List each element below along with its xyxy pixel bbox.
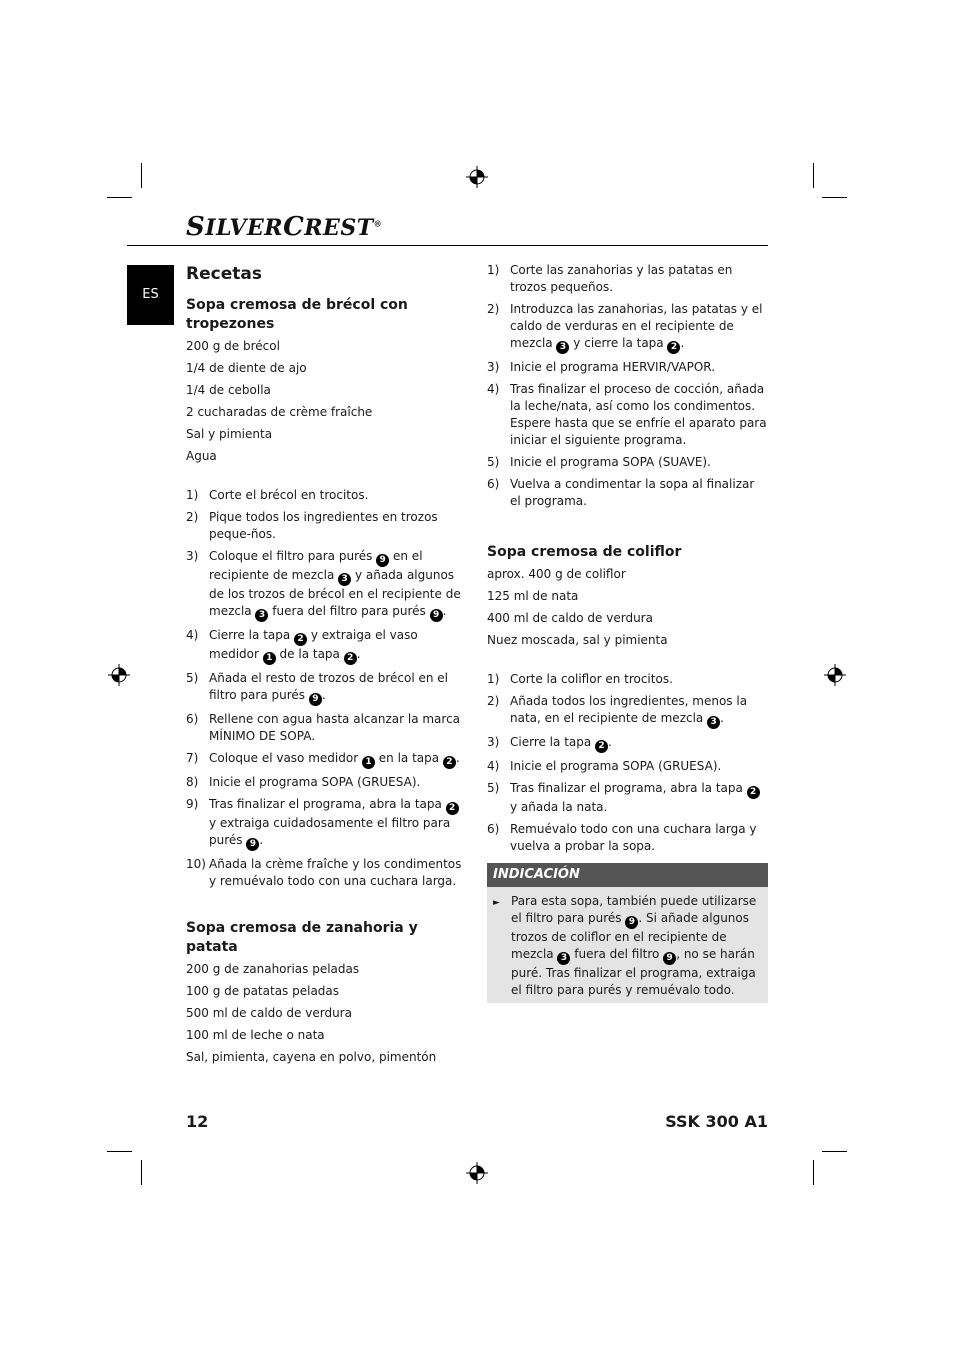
part-number-badge: 1 bbox=[362, 756, 375, 769]
text-segment: . Si añade algunos trozos de coliflor en el recipiente de mezcla bbox=[511, 911, 750, 961]
part-number-badge: 2 bbox=[294, 633, 307, 646]
step-item bbox=[186, 509, 468, 543]
step-number: 2) bbox=[487, 302, 500, 316]
step-text bbox=[510, 381, 768, 449]
step-text bbox=[510, 693, 768, 729]
header-rule bbox=[127, 245, 768, 246]
step-list bbox=[487, 262, 768, 510]
step-item bbox=[487, 671, 768, 688]
part-number-badge: 2 bbox=[667, 341, 680, 354]
text-segment: Corte las zanahorias y las patatas en trozos pequeños. bbox=[510, 263, 733, 294]
text-segment: Para esta sopa, también puede utilizarse el filtro para purés bbox=[511, 894, 757, 925]
step-text bbox=[209, 487, 468, 504]
step-item bbox=[487, 734, 768, 753]
ingredient-item: 400 ml de caldo de verdura bbox=[487, 611, 653, 625]
text-segment: Tras finalizar el programa, abra la tapa bbox=[209, 797, 446, 811]
registration-mark-icon bbox=[466, 166, 488, 188]
step-text bbox=[510, 821, 768, 855]
part-number-badge: 9 bbox=[376, 554, 389, 567]
ingredient-item: Nuez moscada, sal y pimienta bbox=[487, 633, 668, 647]
step-text bbox=[209, 774, 468, 791]
part-number-badge: 3 bbox=[255, 609, 268, 622]
step-number: 3) bbox=[487, 735, 500, 749]
ingredient-list bbox=[186, 338, 468, 465]
step-item bbox=[186, 774, 468, 791]
text-segment: y cierre la tapa bbox=[569, 336, 668, 350]
step-text bbox=[209, 548, 468, 622]
ingredient-item: 1/4 de diente de ajo bbox=[186, 361, 307, 375]
step-text bbox=[510, 262, 768, 296]
part-number-badge: 2 bbox=[595, 740, 608, 753]
part-number-badge: 9 bbox=[309, 693, 322, 706]
step-number: 3) bbox=[487, 360, 500, 374]
ingredient-list bbox=[186, 961, 468, 1066]
part-number-badge: 2 bbox=[747, 786, 760, 799]
step-item bbox=[186, 711, 468, 745]
text-segment: Corte el brécol en trocitos. bbox=[209, 488, 369, 502]
recipe-title: Sopa cremosa de brécol con tropezones bbox=[186, 297, 408, 332]
brand-logo: SILVERCREST® bbox=[186, 212, 383, 242]
step-number: 6) bbox=[186, 712, 199, 726]
ingredient-item: Agua bbox=[186, 449, 217, 463]
step-number: 2) bbox=[186, 510, 199, 524]
text-segment: Tras finalizar el proceso de cocción, añada la leche/nata, así como los condimentos. Espere hasta que se enfríe el aparato para iniciar el siguiente programa. bbox=[510, 382, 767, 447]
part-number-badge: 2 bbox=[443, 756, 456, 769]
page-title: Recetas bbox=[186, 264, 262, 284]
step-number: 10) bbox=[186, 857, 206, 871]
ingredient-item: aprox. 400 g de coliflor bbox=[487, 567, 626, 581]
ingredient-item: 100 ml de leche o nata bbox=[186, 1028, 325, 1042]
step-number: 7) bbox=[186, 751, 199, 765]
step-text bbox=[510, 476, 768, 510]
step-number: 4) bbox=[186, 628, 199, 642]
step-item bbox=[186, 670, 468, 706]
step-item bbox=[487, 301, 768, 354]
text-segment: . bbox=[680, 336, 685, 350]
text-segment: y extraiga cuidadosamente el filtro para purés bbox=[209, 816, 451, 847]
page-number: 12 bbox=[186, 1112, 209, 1131]
step-item bbox=[487, 476, 768, 510]
step-text bbox=[209, 509, 468, 543]
text-segment: Remuévalo todo con una cuchara larga y vuelva a probar la sopa. bbox=[510, 822, 757, 853]
step-number: 5) bbox=[487, 781, 500, 795]
text-segment: Introduzca las zanahorias, las patatas y el caldo de verduras en el recipiente de mezcla bbox=[510, 302, 763, 350]
step-text bbox=[510, 359, 768, 376]
text-segment: . bbox=[608, 735, 612, 749]
note-box bbox=[487, 863, 768, 1003]
step-text bbox=[510, 734, 768, 753]
step-item bbox=[487, 381, 768, 449]
step-text bbox=[209, 796, 468, 851]
note-heading: INDICACIÓN bbox=[487, 863, 768, 887]
ingredient-item: 100 g de patatas peladas bbox=[186, 984, 340, 998]
step-text bbox=[209, 750, 468, 769]
recipe-coliflor bbox=[487, 543, 768, 855]
ingredient-item: 200 g de brécol bbox=[186, 339, 280, 353]
recipe-zanahoria bbox=[186, 919, 468, 1066]
registration-mark-icon bbox=[466, 1162, 488, 1184]
text-segment: Añada todos los ingredientes, menos la nata, en el recipiente de mezcla bbox=[510, 694, 748, 725]
ingredient-item: 500 ml de caldo de verdura bbox=[186, 1006, 352, 1020]
text-segment: y añada la nata. bbox=[510, 800, 608, 814]
ingredient-item: 2 cucharadas de crème fraîche bbox=[186, 405, 373, 419]
text-segment: Pique todos los ingredientes en trozos peque-ños. bbox=[209, 510, 438, 541]
ingredient-item: 1/4 de cebolla bbox=[186, 383, 271, 397]
step-text bbox=[209, 670, 468, 706]
text-segment: Corte la coliflor en trocitos. bbox=[510, 672, 673, 686]
text-segment: Cierre la tapa bbox=[510, 735, 596, 749]
step-item bbox=[487, 821, 768, 855]
ingredient-item: Sal y pimienta bbox=[186, 427, 273, 441]
text-segment: Coloque el filtro para purés bbox=[209, 549, 377, 563]
part-number-badge: 2 bbox=[446, 802, 459, 815]
crop-mark bbox=[822, 1151, 847, 1152]
part-number-badge: 2 bbox=[344, 652, 357, 665]
step-text bbox=[510, 454, 768, 471]
ingredient-item: 125 ml de nata bbox=[487, 589, 579, 603]
step-number: 6) bbox=[487, 477, 500, 491]
step-item bbox=[487, 454, 768, 471]
part-number-badge: 9 bbox=[430, 609, 443, 622]
recipe-brecol bbox=[186, 296, 468, 890]
text-segment: Coloque el vaso medidor bbox=[209, 751, 362, 765]
text-segment: de la tapa bbox=[275, 647, 344, 661]
step-text bbox=[209, 711, 468, 745]
text-segment: Vuelva a condimentar la sopa al finalizar el programa. bbox=[510, 477, 755, 508]
text-segment: . bbox=[321, 688, 326, 702]
part-number-badge: 3 bbox=[338, 573, 351, 586]
text-segment: . bbox=[442, 604, 447, 618]
recipe-title: Sopa cremosa de coliflor bbox=[487, 544, 682, 560]
step-text bbox=[510, 758, 768, 775]
ingredient-item: 200 g de zanahorias peladas bbox=[186, 962, 360, 976]
registration-mark-icon bbox=[108, 664, 130, 686]
crop-mark bbox=[107, 197, 132, 198]
part-number-badge: 9 bbox=[625, 916, 638, 929]
step-item bbox=[186, 796, 468, 851]
step-number: 9) bbox=[186, 797, 199, 811]
step-item bbox=[186, 750, 468, 769]
registration-mark-icon bbox=[824, 664, 846, 686]
left-column bbox=[186, 264, 468, 1071]
recipe-title: Sopa cremosa de zanahoria y patata bbox=[186, 920, 418, 955]
step-list bbox=[487, 671, 768, 855]
step-text bbox=[209, 627, 468, 665]
text-segment: Inicie el programa SOPA (GRUESA). bbox=[209, 775, 421, 789]
step-number: 8) bbox=[186, 775, 199, 789]
text-segment: Cierre la tapa bbox=[209, 628, 295, 642]
ingredient-list bbox=[487, 566, 768, 649]
text-segment: . bbox=[455, 751, 460, 765]
text-segment: en la tapa bbox=[374, 751, 443, 765]
step-item bbox=[487, 693, 768, 729]
text-segment: Añada la crème fraîche y los condimentos y remuévalo todo con una cuchara larga. bbox=[209, 857, 462, 888]
crop-mark bbox=[141, 163, 142, 188]
text-segment: . bbox=[259, 833, 264, 847]
part-number-badge: 9 bbox=[246, 838, 259, 851]
text-segment: Inicie el programa SOPA (SUAVE). bbox=[510, 455, 711, 469]
text-segment: . bbox=[720, 711, 724, 725]
step-number: 2) bbox=[487, 694, 500, 708]
step-number: 5) bbox=[186, 671, 199, 685]
text-segment: fuera del filtro para purés bbox=[268, 604, 430, 618]
step-item bbox=[186, 856, 468, 890]
model-number: SSK 300 A1 bbox=[665, 1112, 768, 1131]
step-item bbox=[487, 758, 768, 775]
text-segment: Tras finalizar el programa, abra la tapa bbox=[510, 781, 747, 795]
step-text bbox=[209, 856, 468, 890]
step-text bbox=[510, 301, 768, 354]
part-number-badge: 3 bbox=[556, 341, 569, 354]
step-item bbox=[487, 359, 768, 376]
part-number-badge: 1 bbox=[263, 652, 276, 665]
step-list bbox=[186, 487, 468, 890]
step-item bbox=[186, 487, 468, 504]
step-number: 1) bbox=[487, 672, 500, 686]
step-number: 1) bbox=[186, 488, 199, 502]
step-number: 4) bbox=[487, 759, 500, 773]
text-segment: Añada el resto de trozos de brécol en el filtro para purés bbox=[209, 671, 448, 702]
step-item bbox=[487, 262, 768, 296]
step-item bbox=[186, 548, 468, 622]
step-number: 1) bbox=[487, 263, 500, 277]
crop-mark bbox=[107, 1151, 132, 1152]
language-tab: ES bbox=[127, 265, 174, 325]
text-segment: y añada algunos de los trozos de brécol en el recipiente de mezcla bbox=[209, 568, 461, 618]
part-number-badge: 3 bbox=[557, 952, 570, 965]
step-number: 6) bbox=[487, 822, 500, 836]
step-number: 4) bbox=[487, 382, 500, 396]
crop-mark bbox=[822, 197, 847, 198]
step-item bbox=[487, 780, 768, 816]
text-segment: . bbox=[356, 647, 361, 661]
text-segment: Inicie el programa HERVIR/VAPOR. bbox=[510, 360, 716, 374]
step-item bbox=[186, 627, 468, 665]
note-text bbox=[511, 893, 762, 999]
crop-mark bbox=[813, 1160, 814, 1185]
right-column bbox=[487, 262, 768, 1003]
text-segment: , no se harán puré. Tras finalizar el programa, extraiga el filtro para purés y remuévalo todo. bbox=[511, 947, 756, 997]
step-text bbox=[510, 671, 768, 688]
part-number-badge: 3 bbox=[707, 716, 720, 729]
crop-mark bbox=[813, 163, 814, 188]
part-number-badge: 9 bbox=[663, 952, 676, 965]
ingredient-item: Sal, pimienta, cayena en polvo, pimentón bbox=[186, 1050, 437, 1064]
text-segment: Inicie el programa SOPA (GRUESA). bbox=[510, 759, 722, 773]
text-segment: y extraiga el vaso medidor bbox=[209, 628, 418, 661]
step-text bbox=[510, 780, 768, 816]
crop-mark bbox=[141, 1160, 142, 1185]
text-segment: fuera del filtro bbox=[570, 947, 664, 961]
triangle-right-icon: ► bbox=[493, 898, 500, 908]
step-number: 3) bbox=[186, 549, 199, 563]
text-segment: Rellene con agua hasta alcanzar la marca MÍNIMO DE SOPA. bbox=[209, 712, 461, 743]
text-segment: en el recipiente de mezcla bbox=[209, 549, 423, 582]
step-number: 5) bbox=[487, 455, 500, 469]
